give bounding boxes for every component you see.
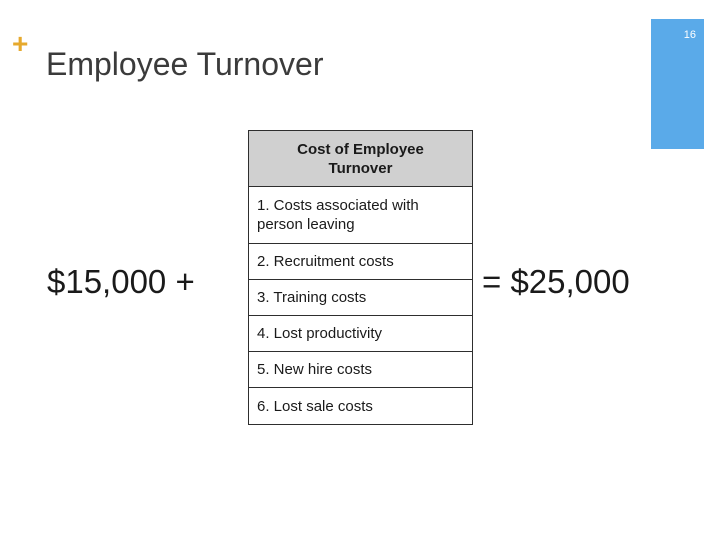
table-row: 5. New hire costs [249, 352, 472, 388]
plus-icon: + [12, 28, 29, 59]
table-row: 4. Lost productivity [249, 316, 472, 352]
equation-left-amount: $15,000 + [47, 263, 195, 300]
slide-number: 16 [683, 29, 696, 41]
slide-title: Employee Turnover [46, 46, 324, 82]
cost-table [248, 130, 473, 425]
equation-right-amount: = $25,000 [482, 263, 630, 300]
table-row: 3. Training costs [249, 280, 472, 316]
slide-number-panel [651, 19, 704, 149]
table-row: 1. Costs associated with person leaving [249, 187, 472, 244]
table-header: Cost of Employee Turnover [249, 131, 472, 187]
table-row: 2. Recruitment costs [249, 244, 472, 280]
table-row: 6. Lost sale costs [257, 397, 373, 415]
